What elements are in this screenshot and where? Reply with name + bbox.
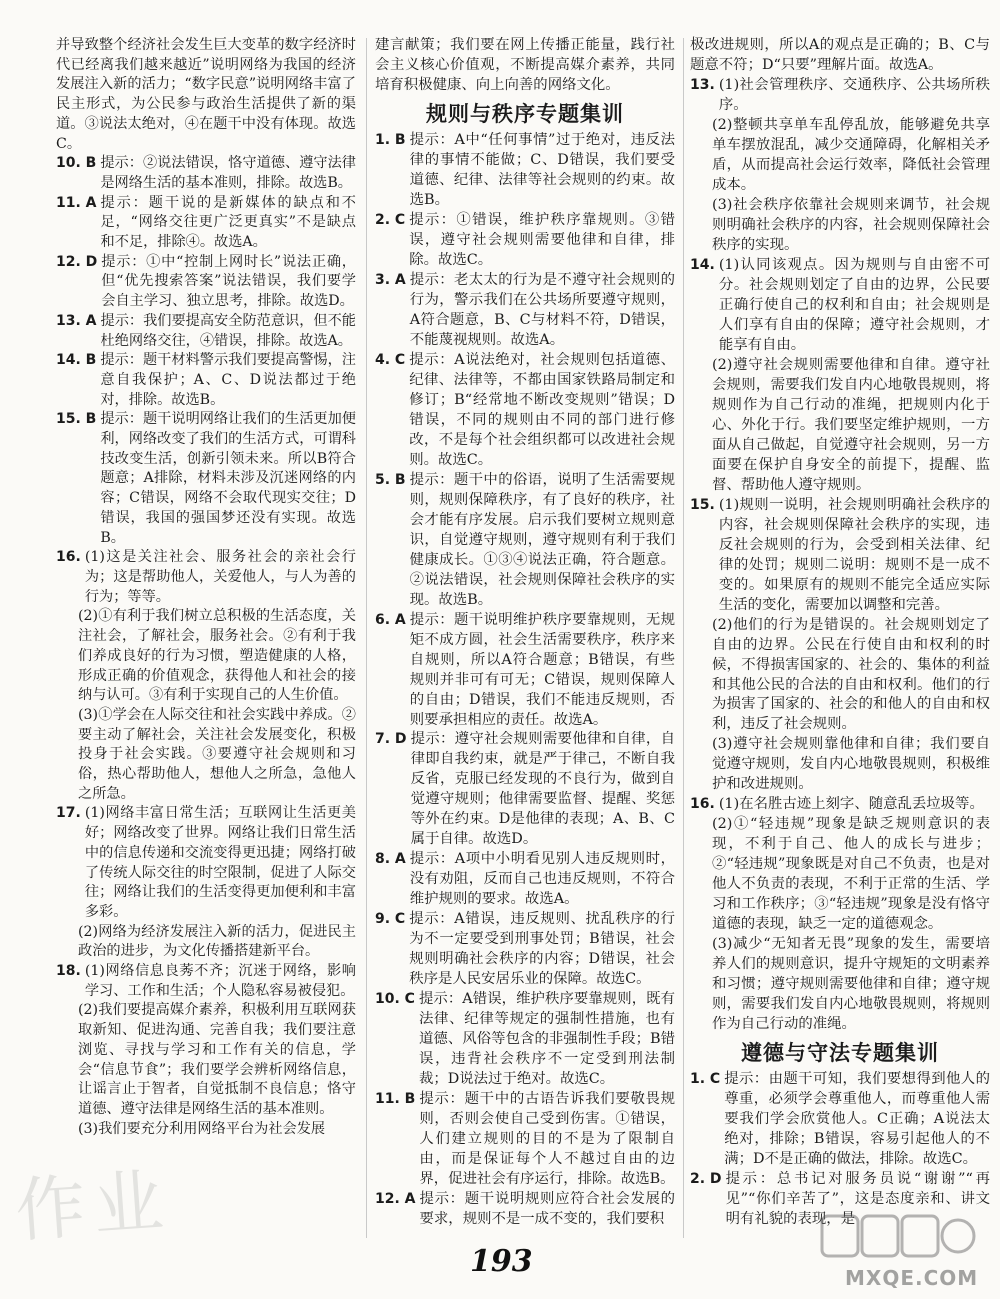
answer-text: (1)这是关注社会、服务社会的亲社会行为；这是帮助他人，关爱他人，与人为善的行为；等等。 [84, 549, 356, 605]
watermark-logo-icon [818, 1208, 978, 1264]
answer-item [690, 1070, 990, 1170]
answer-item [375, 1090, 675, 1190]
column-middle [375, 36, 675, 1230]
answer-continuation: 极改进规则，所以A的观点是正确的；B、C与题意不符；D“只要”理解片面。故选A。 [690, 37, 990, 73]
answer-text: 提示：题干中的古语告诉我们要敬畏规则，否则会使自己受到伤害。①错误，人们建立规则的目的不是为了限制自由，而是保证每个人不越过自由的边界，促进社会有序运行，排除。故选B。 [419, 1091, 675, 1188]
answer-item [375, 351, 675, 471]
answer-continuation: 建言献策；我们要在网上传播正能量，践行社会主义核心价值观，不断提高媒介素养，共同培育积极健康、向上向善的网络文化。 [375, 37, 675, 93]
answer-text: 提示：A错误，维护秩序要靠规则，既有法律、纪律等规定的强制性措施，也有道德、风俗等包含的非强制性手段；B错误，违背社会秩序不一定受到刑法制裁；D说法过于绝对。故选C。 [418, 991, 675, 1088]
answer-item [56, 194, 356, 253]
answer-subpart: (3)我们要充分利用网络平台为社会发展 [78, 1120, 326, 1137]
section-heading: 遵德与守法专题集训 [741, 1041, 939, 1066]
question-number: 8. A [375, 851, 406, 868]
answer-subpart: (2)整顿共享单车乱停乱放，能够避免共享单车摆放混乱，减少交通障碍，化解相关矛盾，从而提高社会运行效率，降低社会管理成本。 [712, 116, 990, 193]
question-number: 13. A [56, 312, 97, 329]
answer-item [56, 312, 356, 351]
answer-subpart: (2)我们要提高媒介素养，积极利用互联网获取新知、促进沟通、完善自我；我们要注意浏览、寻找与学习和工作有关的信息，学会“信息节食”；我们要学会辨析网络信息，让谣言止于智者，自觉抵制不良信息；恪守道德、遵守法律是网络生活的基本准则。 [78, 1002, 356, 1117]
answer-text: 提示：①错误，维护秩序靠规则。③错误，遵守社会规则需要他律和自律，排除。故选C。 [409, 211, 675, 268]
answer-item [56, 962, 356, 1001]
answer-text: 提示：A项中小明看见别人违反规则时，没有劝阻，反而自己也违反规则，不符合维护规则的要求。故选A。 [409, 851, 675, 908]
answer-text: 提示：题干材料警示我们要提高警惕，注意自我保护；A、C、D说法都过于绝对，排除。故选B。 [100, 352, 356, 408]
question-number: 10. B [56, 155, 97, 172]
answer-item [375, 471, 675, 611]
answer-item [56, 410, 356, 548]
column-left [56, 36, 356, 1139]
answer-item [690, 496, 990, 616]
answer-item [56, 804, 356, 922]
column-divider [366, 38, 367, 1238]
question-number: 14. [690, 256, 715, 273]
answer-text: (1)规则一说明，社会规则明确社会秩序的内容，社会规则保障社会秩序的实现，违反社会规则的行为，会受到相关法律、纪律的处罚；规则二说明：规则不是一成不变的。如果原有的规则不能完全适应实际生活的变化，需要加以调整和完善。 [718, 496, 990, 613]
question-number: 13. [690, 76, 715, 93]
answer-text: 提示：遵守社会规则需要他律和自律，自律即自我约束，就是严于律己，不断自我反省，克服已经发现的不良行为，做到自觉遵守规则；他律需要监督、提醒、奖惩等外在约束。D是他律的表现；A、B、C属于自律。故选D。 [410, 731, 675, 848]
question-number: 4. C [375, 351, 406, 368]
answer-text: (1)认同该观点。因为规则与自由密不可分。社会规则划定了自由的边界，公民要正确行使自己的权利和自由；社会规则是人们享有自由的保障；遵守社会规则，才能享有自由。 [718, 256, 990, 353]
watermark-site: MXQE.COM [845, 1266, 979, 1290]
question-number: 10. C [375, 991, 415, 1008]
answer-item [690, 76, 990, 116]
question-number: 2. D [690, 1171, 722, 1188]
question-number: 5. B [375, 471, 406, 488]
answer-item [375, 271, 675, 351]
question-number: 9. C [375, 911, 406, 928]
question-number: 15. B [56, 411, 97, 428]
answer-item [56, 253, 356, 312]
question-number: 6. A [375, 611, 406, 628]
answer-item [375, 910, 675, 990]
answer-item [690, 256, 990, 356]
question-number: 11. B [375, 1091, 416, 1108]
answer-text: 提示：题干说明规则应符合社会发展的要求，规则不是一成不变的，我们要积 [419, 1191, 675, 1228]
answer-text: 提示：①中“控制上网时长”说法正确，但“优先搜索答案”说法错误，我们要学会自主学习、独立思考，排除。故选D。 [101, 253, 356, 310]
answer-subpart: (2)网络为经济发展注入新的活力，促进民主政治的进步，为文化传播搭建新平台。 [78, 923, 356, 960]
answer-text: 提示：题干中的俗语，说明了生活需要规则，规则保障秩序，有了良好的秩序，社会才能有序发展。启示我们要树立规则意识，自觉遵守规则，遵守规则有利于我们健康成长。①③④说法正确，符合题意。②说法错误，社会规则保障社会秩序的实现。故选B。 [409, 471, 675, 608]
answer-text: 提示：A中“任何事情”过于绝对，违反法律的事情不能做；C、D错误，我们要受道德、纪律、法律等社会规则的约束。故选B。 [409, 131, 675, 208]
answer-text: (1)社会管理秩序、交通秩序、公共场所秩序。 [718, 76, 990, 113]
answer-text: 提示：总书记对服务员说“谢谢”“再见”“你们辛苦了”，这是态度亲和、讲文明有礼貌的表现，是 [725, 1171, 990, 1228]
answer-subpart: (3)①学会在人际交往和社会实践中养成。②要主动了解社会，关注社会发展变化，积极投身于社会实践。③要遵守社会规则和习俗，热心帮助他人，想他人之所急，急他人之所急。 [78, 706, 356, 802]
answer-text: (1)网络信息良莠不齐；沉迷于网络，影响学习、工作和生活；个人隐私容易被侵犯。 [84, 963, 356, 999]
answer-item [375, 1190, 675, 1230]
question-number: 14. B [56, 352, 97, 369]
answer-subpart: (3)社会秩序依靠社会规则来调节，社会规则明确社会秩序的内容，社会规则保障社会秩序的实现。 [712, 196, 990, 253]
answer-subpart: (2)他们的行为是错误的。社会规则划定了自由的边界。公民在行使自由和权利的时候，不得损害国家的、社会的、集体的利益和其他公民的合法的自由和权利。他们的行为损害了国家的、社会的和他人的自由和权利，违反了社会规则。 [712, 616, 990, 733]
answer-subpart: (2)①“轻违规”现象是缺乏规则意识的表现，不利于自己、他人的成长与进步；②“轻违规”现象既是对自己不负责，也是对他人不负责的表现，不利于正常的生活、学习和工作秩序；③“轻违规”现象是没有恪守道德的表现，缺乏一定的道德观念。 [712, 816, 990, 933]
answer-text: (1)在名胜古迹上刻字、随意乱丢垃圾等。 [718, 796, 984, 813]
answer-text: 提示：A说法绝对，社会规则包括道德、纪律、法律等，不都由国家铁路局制定和修订；B“经常地不断改变规则”错误；D错误，不同的规则由不同的部门进行修改，不是每个社会组织都可以改进社会规则。故选C。 [409, 351, 675, 468]
answer-item [56, 548, 356, 607]
answer-text: 提示：由题干可知，我们要想得到他人的尊重，必须学会尊重他人，而尊重他人需要我们学会欣赏他人。C正确；A说法太绝对，排除；B错误，容易引起他人的不满；D不是正确的做法，排除。故选C。 [724, 1071, 990, 1168]
answer-item [375, 850, 675, 910]
question-number: 11. A [56, 194, 97, 211]
question-number: 1. B [375, 131, 406, 148]
question-number: 3. A [375, 271, 406, 288]
question-number: 7. D [375, 731, 407, 748]
question-number: 15. [690, 496, 715, 513]
page-number: 193 [470, 1244, 533, 1279]
answer-subpart: (3)减少“无知者无畏”现象的发生，需要培养人们的规则意识，提升守规矩的文明素养和习惯；遵守规则需要他律和自律；遵守规则，需要我们发自内心地敬畏规则，将规则作为自己行动的准绳。 [712, 936, 990, 1033]
answer-text: 提示：题干说明维护秩序要靠规则，无规矩不成方圆，社会生活需要秩序，秩序来自规则，所以A符合题意；B错误，有些规则并非可有可无；C错误，规则保障人的自由；D错误，我们不能违反规则，否则要承担相应的责任。故选A。 [409, 611, 675, 728]
question-number: 18. [56, 963, 81, 980]
answer-continuation: 并导致整个经济社会发生巨大变革的数字经济时代已经离我们越来越近”说明网络为我国的经济发展注入新的活力；“数字民意”说明网络丰富了民主形式，为公民参与政治生活提供了新的渠道。③说法太绝对，④在题干中没有体现。故选C。 [56, 37, 356, 152]
answer-item [375, 611, 675, 731]
answer-text: 提示：题干说的是新媒体的缺点和不足，“网络交往更广泛更真实”不是缺点和不足，排除④。故选A。 [100, 194, 356, 251]
answer-item [375, 131, 675, 211]
answer-subpart: (2)遵守社会规则需要他律和自律。遵守社会规则，需要我们发自内心地敬畏规则，将规则作为自己行动的准绳，把规则内化于心、外化于行。我们要坚定维护规则，一方面从自己做起，自觉遵守社会规则，另一方面要在保护自身安全的前提下，提醒、监督、帮助他人遵守规则。 [712, 356, 990, 493]
column-divider [683, 38, 684, 1238]
answer-item [56, 351, 356, 410]
question-number: 16. [690, 796, 715, 813]
answer-item [375, 730, 675, 850]
question-number: 2. C [375, 211, 406, 228]
answer-item [375, 990, 675, 1090]
answer-subpart: (3)遵守社会规则靠他律和自律；我们要自觉遵守规则，发自内心地敬畏规则，积极维护和改进规则。 [712, 736, 990, 793]
answer-item [375, 211, 675, 271]
answer-item [56, 154, 356, 193]
question-number: 12. D [56, 253, 98, 270]
answer-text: 提示：②说法错误，恪守道德、遵守法律是网络生活的基本准则，排除。故选B。 [100, 155, 356, 191]
section-heading: 规则与秩序专题集训 [426, 101, 624, 126]
question-number: 16. [56, 549, 81, 566]
answer-item [690, 795, 990, 815]
answer-text: (1)网络丰富日常生活；互联网让生活更美好；网络改变了世界。网络让我们日常生活中的信息传递和交流变得更迅捷；网络打破了传统人际交往的时空限制，促进了人际交往；网络让我们的生活变得更加便利和丰富多彩。 [84, 805, 356, 920]
answer-text: 提示：老太太的行为是不遵守社会规则的行为，警示我们在公共场所要遵守规则，A符合题意，B、C与材料不符，D错误，不能蔑视规则。故选A。 [409, 271, 675, 348]
watermark-text: 作业 [12, 1159, 175, 1253]
answer-text: 提示：我们要提高安全防范意识，但不能杜绝网络交往，④错误，排除。故选A。 [100, 312, 356, 349]
question-number: 12. A [375, 1191, 416, 1208]
answer-text: 提示：A错误，违反规则、扰乱秩序的行为不一定要受到刑事处罚；B错误，社会规则明确社会秩序的内容；D错误，社会秩序是人民安居乐业的保障。故选C。 [409, 911, 675, 988]
column-right [690, 36, 990, 1230]
question-number: 17. [56, 805, 81, 822]
answer-subpart: (2)①有利于我们树立总积极的生活态度，关注社会，了解社会，服务社会。②有利于我们养成良好的行为习惯，塑造健康的人格，形成正确的价值观念，获得他人和社会的接纳与认可。③有利于实现自己的人生价值。 [78, 608, 356, 704]
answer-text: 提示：题干说明网络让我们的生活更加便利，网络改变了我们的生活方式，可谓科技改变生活，创新引领未来。所以B符合题意；A排除，材料未涉及沉迷网络的内容；C错误，网络不会取代现实交往；D错误，我国的强国梦还没有实现。故选B。 [100, 411, 356, 546]
question-number: 1. C [690, 1071, 721, 1088]
